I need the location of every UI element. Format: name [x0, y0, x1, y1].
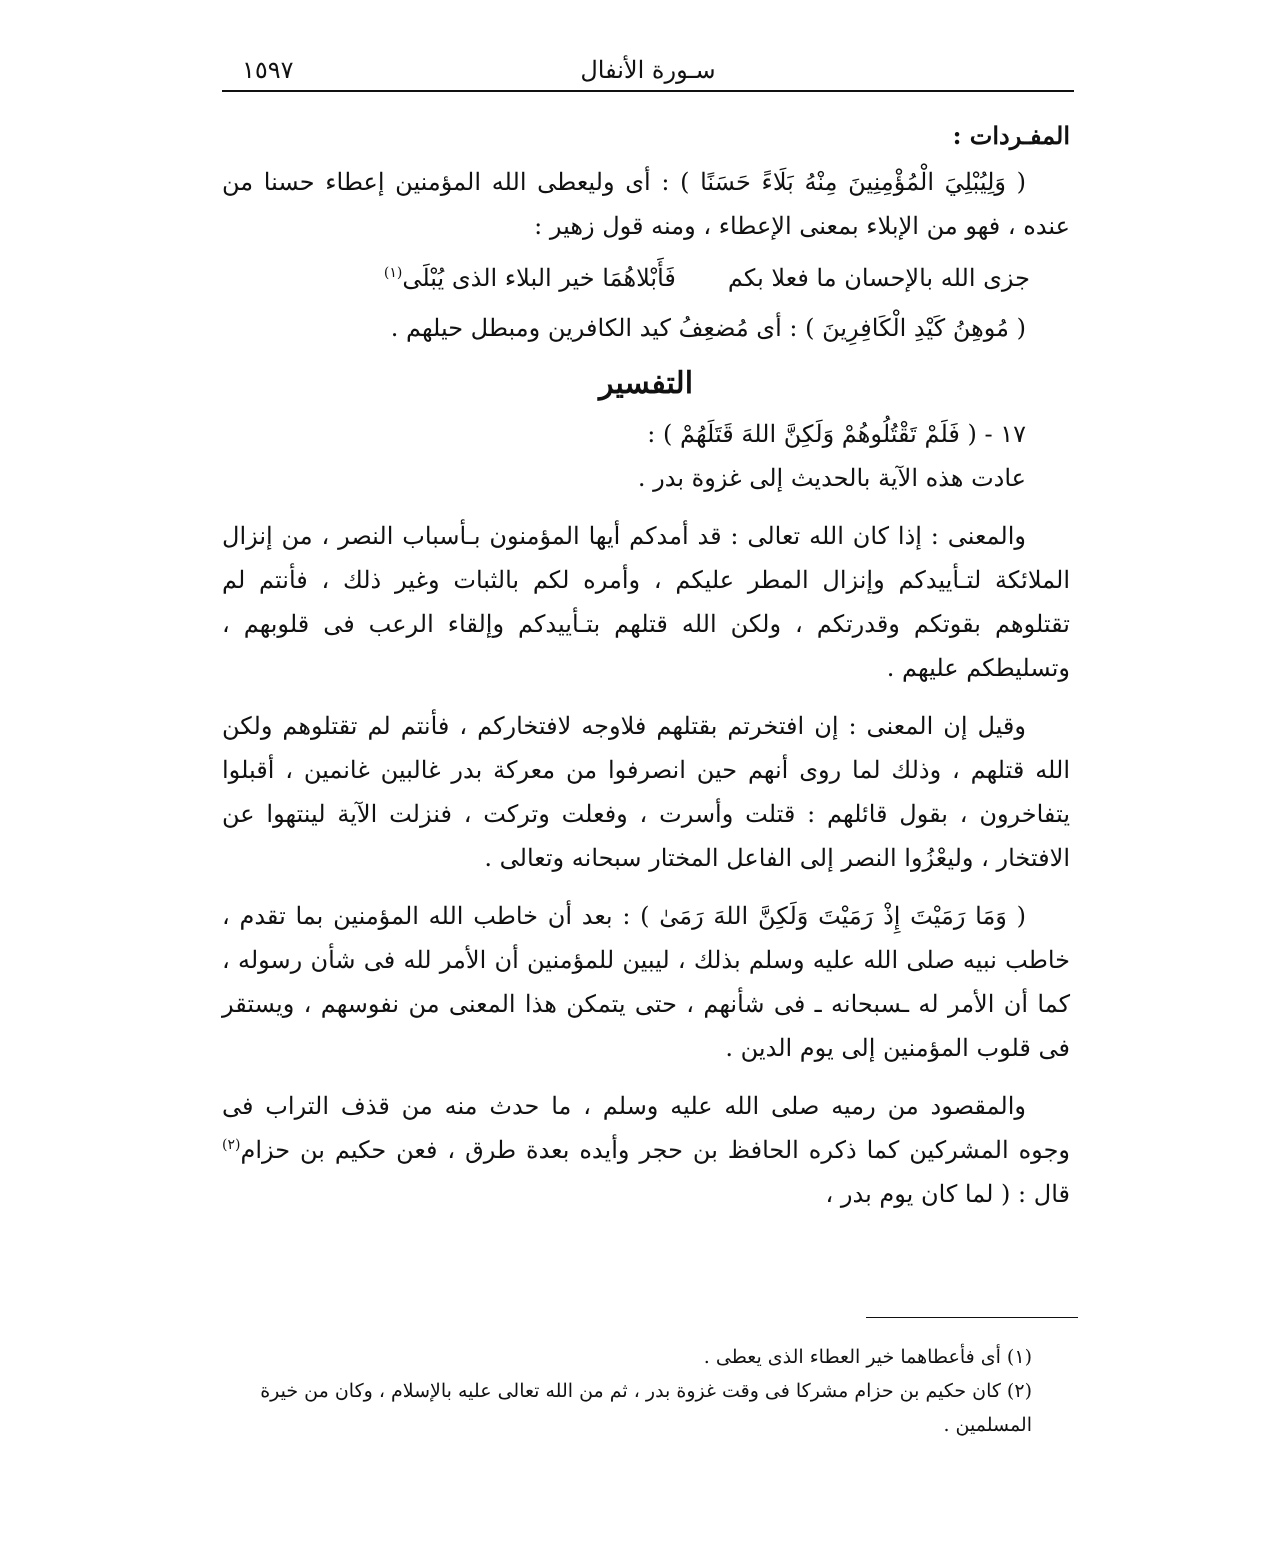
vocabulary-entry-1: ( وَلِيُبْلِيَ الْمُؤْمِنِينَ مِنْهُ بَلَاءً حَسَنًا ) : أى وليعطى الله المؤمنين إعطاء حسنا من عنده ، فهو من الإبلاء بمعنى الإعطاء ، ومنه قول زهير :: [222, 168, 1070, 240]
main-text: [222, 116, 1070, 1216]
footnote-1: (١) أى فأعطاهما خير العطاء الذى يعطى .: [703, 1346, 1032, 1368]
footnotes: [222, 1340, 1032, 1442]
poem-hemistich-right: جزى الله بالإحسان ما فعلا بكم: [727, 264, 1030, 292]
footnote-divider: [866, 1317, 1078, 1318]
paragraph-5-text-b: قال : ( لما كان يوم بدر ،: [825, 1180, 1070, 1208]
paragraph-2: والمعنى : إذا كان الله تعالى : قد أمدكم أيها المؤمنون بـأسباب النصر ، من إنزال الملائكة لتـأييدكم وإنزال المطر عليكم ، وأمره لكم بالثبات وغير ذلك ، فأنتم لم تقتلوهم بقوتكم وقدرتكم ، ولكن الله قتلهم بتـأييدكم وإلقاء الرعب فى قلوبهم ، وتسليطكم عليهم .: [222, 522, 1070, 682]
page-number: ١٥٩٧: [242, 56, 294, 84]
footnote-ref-1: (١): [383, 265, 403, 281]
poem-hemistich-left: [384, 256, 676, 300]
vocabulary-entry-2: ( مُوهِنُ كَيْدِ الْكَافِرِينَ ) : أى مُضعِفُ كيد الكافرين ومبطل حيلهم .: [390, 314, 1026, 342]
paragraph-5-text-a: والمقصود من رميه صلى الله عليه وسلم ، ما حدث منه من قذف التراب فى وجوه المشركين كما ذكره الحافظ بن حجر وأيده بعدة طرق ، فعن حكيم بن حزام: [222, 1092, 1070, 1164]
paragraph-1: عادت هذه الآية بالحديث إلى غزوة بدر .: [637, 464, 1026, 492]
tafsir-heading: التفسير: [598, 366, 694, 401]
vocabulary-heading: المفـردات :: [952, 121, 1070, 150]
poem-hemistich-left-text: فَأَبْلاهُمَا خير البلاء الذى يُبْلَى: [402, 264, 676, 292]
poem-verse: [222, 256, 1030, 300]
running-title: سـورة الأنفال: [580, 56, 716, 84]
paragraph-3: وقيل إن المعنى : إن افتخرتم بقتلهم فلاوجه لافتخاركم ، فأنتم لم تقتلوهم ولكن الله قتلهم ، وذلك لما روى أنهم حين انصرفوا من معركة بدر غالبين غانمين ، أقبلوا يتفاخرون ، بقول قائلهم : قتلت وأسرت ، وفعلت وتركت ، فنزلت الآية لينتهوا عن الافتخار ، وليعْزُوا النصر إلى الفاعل المختار سبحانه وتعالى .: [222, 712, 1070, 872]
paragraph-5: [222, 1084, 1070, 1216]
footnote-ref-2: (٢): [222, 1137, 241, 1153]
footnote-2: (٢) كان حكيم بن حزام مشركا فى وقت غزوة بدر ، ثم من الله تعالى عليه بالإسلام ، وكان من خيرة المسلمين .: [260, 1380, 1032, 1436]
paragraph-4: ( وَمَا رَمَيْتَ إِذْ رَمَيْتَ وَلَكِنَّ اللهَ رَمَىٰ ) : بعد أن خاطب الله المؤمنين بما تقدم ، خاطب نبيه صلى الله عليه وسلم بذلك ، ليبين للمؤمنين أن الأمر لله فى شأن رسوله ، كما أن الأمر له ـسبحانه ـ فى شأنهم ، حتى يتمكن هذا المعنى من نفوسهم ، ويستقر فى قلوب المؤمنين إلى يوم الدين .: [222, 902, 1070, 1062]
page-header: [222, 56, 1074, 92]
verse-17: ١٧ - ( فَلَمْ تَقْتُلُوهُمْ وَلَكِنَّ اللهَ قَتَلَهُمْ ) :: [647, 420, 1026, 448]
